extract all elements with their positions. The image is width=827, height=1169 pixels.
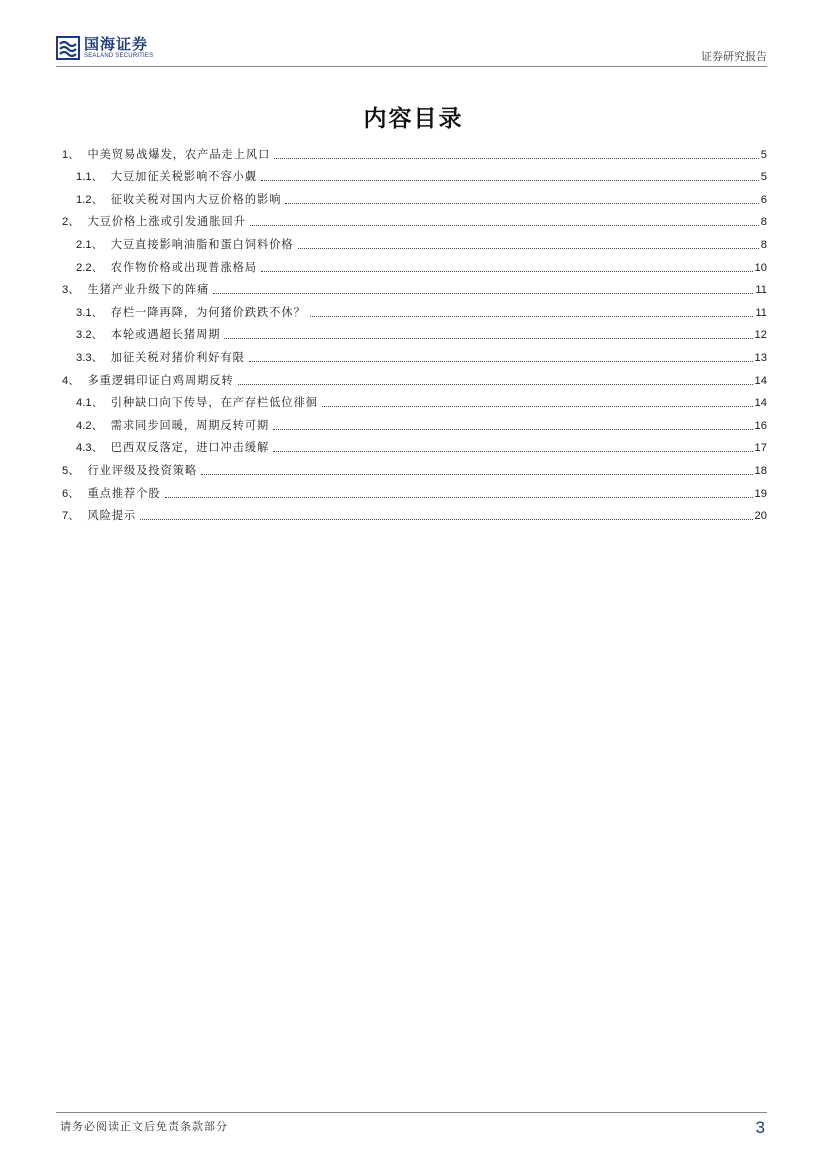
toc-leader-dots	[310, 316, 754, 317]
toc-leader-dots	[322, 406, 753, 407]
toc-entry-label: 农作物价格或出现普涨格局	[110, 260, 258, 274]
toc-entry[interactable]	[62, 388, 767, 411]
toc-entry[interactable]	[62, 455, 767, 478]
toc-leader-dots	[274, 158, 759, 159]
toc-entry-page: 8	[760, 238, 767, 251]
toc-leader-dots	[273, 451, 752, 452]
toc-entry[interactable]	[62, 184, 767, 207]
toc-leader-dots	[224, 338, 752, 339]
toc-entry-number: 5	[62, 464, 69, 477]
toc-entry-number: 3.1	[76, 306, 92, 319]
toc-entry-separator: 、	[68, 509, 80, 523]
disclaimer-note: 请务必阅读正文后免责条款部分	[60, 1120, 228, 1133]
table-of-contents	[62, 139, 767, 523]
toc-entry-label: 重点推荐个股	[87, 486, 161, 500]
toc-entry-label: 巴西双反落定，进口冲击缓解	[110, 441, 270, 455]
toc-entry-separator: 、	[68, 147, 80, 161]
footer-divider	[56, 1112, 767, 1113]
toc-entry-label: 大豆加征关税影响不容小觑	[110, 170, 258, 184]
toc-entry-separator: 、	[68, 283, 80, 297]
toc-entry-number: 1.1	[76, 171, 92, 184]
toc-entry[interactable]	[62, 252, 767, 275]
toc-entry-number: 6	[62, 487, 69, 500]
toc-entry-separator: 、	[68, 373, 80, 387]
toc-entry-separator: 、	[68, 486, 80, 500]
toc-entry-number: 2	[62, 216, 69, 229]
toc-entry-number: 4.1	[76, 397, 92, 410]
toc-entry-label: 需求同步回暖，周期反转可期	[110, 418, 270, 432]
toc-entry-number: 3.3	[76, 351, 92, 364]
toc-entry-page: 11	[755, 306, 767, 319]
company-logo	[56, 36, 153, 60]
toc-entry-number: 4.2	[76, 419, 92, 432]
toc-leader-dots	[285, 203, 758, 204]
toc-entry-page: 14	[754, 374, 767, 387]
toc-entry-page: 5	[760, 148, 767, 161]
toc-entry-label: 风险提示	[87, 509, 137, 523]
toc-entry-number: 7	[62, 510, 69, 523]
toc-entry-label: 本轮或遇超长猪周期	[110, 328, 221, 342]
report-type-label: 证券研究报告	[701, 50, 767, 63]
toc-leader-dots	[273, 429, 752, 430]
toc-entry-label: 存栏一降再降，为何猪价跌跌不休？	[110, 305, 306, 319]
toc-entry-page: 10	[754, 261, 767, 274]
toc-entry-separator: 、	[91, 418, 103, 432]
toc-entry[interactable]	[62, 365, 767, 388]
toc-entry[interactable]	[62, 478, 767, 501]
toc-entry-page: 19	[754, 487, 767, 500]
toc-entry-label: 征收关税对国内大豆价格的影响	[110, 192, 282, 206]
toc-title: 内容目录	[363, 106, 464, 132]
toc-entry-separator: 、	[91, 350, 103, 364]
toc-entry-label: 多重逻辑印证白鸡周期反转	[87, 373, 234, 387]
toc-entry-number: 1.2	[76, 193, 92, 206]
toc-entry-separator: 、	[91, 192, 103, 206]
toc-entry[interactable]	[62, 162, 767, 185]
toc-leader-dots	[249, 361, 753, 362]
toc-entry-page: 13	[754, 351, 767, 364]
toc-entry-number: 3.2	[76, 329, 92, 342]
toc-entry[interactable]	[62, 229, 767, 252]
toc-entry-separator: 、	[91, 305, 103, 319]
toc-entry-separator: 、	[91, 328, 103, 342]
logo-chinese-name: 国海证券	[84, 35, 149, 53]
toc-entry-separator: 、	[91, 396, 103, 410]
toc-entry-number: 4.3	[76, 442, 92, 455]
toc-entry[interactable]	[62, 433, 767, 456]
logo-english-name: SEALAND SECURITIES	[84, 53, 154, 59]
toc-leader-dots	[165, 497, 753, 498]
toc-leader-dots	[201, 474, 752, 475]
toc-entry-label: 行业评级及投资策略	[87, 463, 198, 477]
toc-entry-number: 2.2	[76, 261, 92, 274]
toc-leader-dots	[298, 248, 759, 249]
toc-entry-separator: 、	[91, 260, 103, 274]
page-header	[56, 36, 767, 64]
toc-entry-separator: 、	[91, 237, 103, 251]
toc-entry-page: 8	[760, 216, 767, 229]
toc-entry-label: 大豆直接影响油脂和蛋白饲料价格	[110, 237, 294, 251]
toc-entry-label: 引种缺口向下传导，在产存栏低位徘徊	[110, 396, 318, 410]
toc-entry-separator: 、	[68, 463, 80, 477]
header-divider	[56, 66, 767, 67]
toc-entry[interactable]	[62, 275, 767, 298]
toc-entry[interactable]	[62, 501, 767, 524]
toc-entry-page: 5	[760, 171, 767, 184]
toc-entry[interactable]	[62, 320, 767, 343]
toc-entry-number: 2.1	[76, 238, 92, 251]
toc-leader-dots	[238, 384, 753, 385]
toc-leader-dots	[213, 293, 753, 294]
toc-entry-number: 4	[62, 374, 69, 387]
toc-entry-page: 6	[760, 193, 767, 206]
toc-entry-separator: 、	[91, 170, 103, 184]
toc-entry-number: 1	[62, 148, 69, 161]
toc-entry[interactable]	[62, 410, 767, 433]
toc-entry-label: 加征关税对猪价利好有限	[110, 350, 245, 364]
toc-entry-page: 17	[754, 442, 767, 455]
toc-entry-label: 生猪产业升级下的阵痛	[87, 283, 210, 297]
toc-entry-number: 3	[62, 284, 69, 297]
toc-entry-page: 14	[754, 397, 767, 410]
toc-entry[interactable]	[62, 207, 767, 230]
toc-entry-label: 中美贸易战爆发，农产品走上风口	[87, 147, 271, 161]
toc-leader-dots	[261, 180, 759, 181]
toc-entry-separator: 、	[68, 215, 80, 229]
page-number: 3	[755, 1118, 765, 1137]
toc-entry[interactable]	[62, 297, 767, 320]
toc-entry-separator: 、	[91, 441, 103, 455]
toc-leader-dots	[261, 271, 753, 272]
toc-leader-dots	[250, 225, 759, 226]
toc-entry[interactable]	[62, 139, 767, 162]
toc-entry-page: 12	[754, 329, 767, 342]
toc-leader-dots	[140, 519, 752, 520]
toc-entry[interactable]	[62, 342, 767, 365]
toc-entry-label: 大豆价格上涨或引发通胀回升	[87, 215, 246, 229]
toc-entry-page: 18	[754, 464, 767, 477]
toc-entry-page: 16	[754, 419, 767, 432]
sealand-logo-icon	[56, 36, 80, 60]
toc-entry-page: 11	[755, 284, 767, 297]
toc-entry-page: 20	[754, 510, 767, 523]
